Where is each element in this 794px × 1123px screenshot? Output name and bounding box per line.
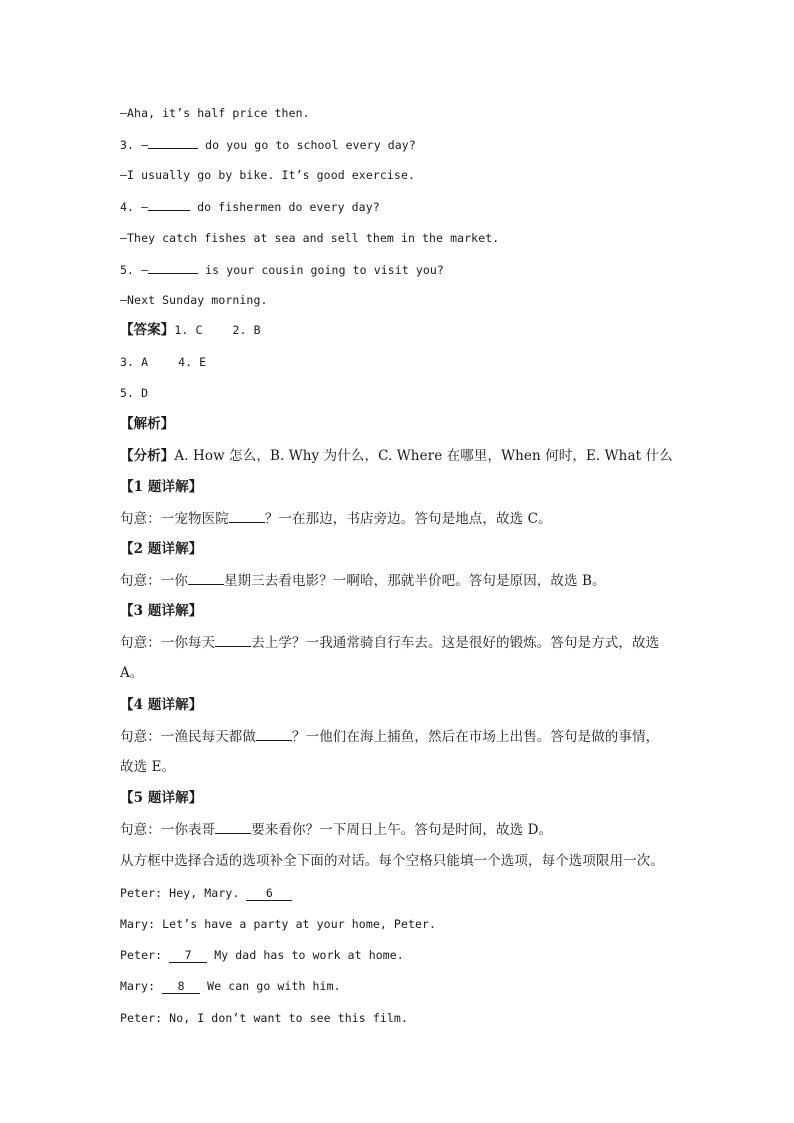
dialogue-line-7: Peter: 7 My dad has to work at home. (120, 948, 404, 962)
dialogue-line: Mary: Let’s have a party at your home, Peter. (120, 917, 437, 931)
q4-explanation: 句意：一渔民每天都做 ？一他们在海上捕鱼，然后在市场上出售。答句是做的事情， (120, 726, 659, 747)
answer-blank (188, 570, 224, 585)
q5-explanation: 句意：一你表哥 要来看你？一下周日上午。答句是时间，故选 D。 (120, 819, 552, 840)
question-3: 3. — do you go to school every day? (120, 134, 416, 155)
dialogue-line: —They catch fishes at sea and sell them in the market. (120, 231, 500, 245)
analysis-heading: 【解析】 (120, 416, 175, 432)
answer-blank (148, 196, 190, 211)
q5-heading: 【5 题详解】 (120, 790, 203, 806)
dialogue-line: —Aha, it’s half price then. (120, 106, 310, 120)
answer-blank (256, 726, 292, 741)
answer-blank (229, 508, 265, 523)
q3-heading: 【3 题详解】 (120, 603, 203, 619)
q1-explanation: 句意：一宠物医院 ？一在那边，书店旁边。答句是地点，故选 C。 (120, 508, 552, 529)
dialogue-line: Peter: No, I don’t want to see this film. (120, 1011, 408, 1025)
numbered-blank: 8 (162, 979, 200, 994)
answer-blank (215, 819, 251, 834)
numbered-blank: 6 (246, 886, 292, 901)
question-5: 5. — is your cousin going to visit you? (120, 259, 444, 280)
analysis-summary: 【分析】A. How 怎么，B. Why 为什么，C. Where 在哪里，When 何时，E. What 什么 (120, 448, 673, 464)
answer-blank (215, 632, 251, 647)
q3-explanation-cont: A。 (120, 665, 144, 681)
dialogue-line: —Next Sunday morning. (120, 293, 268, 307)
q2-heading: 【2 题详解】 (120, 541, 203, 557)
section-instruction: 从方框中选择合适的选项补全下面的对话。每个空格只能填一个选项，每个选项限用一次。 (120, 853, 664, 869)
answer-blank (148, 259, 198, 274)
q3-explanation: 句意：一你每天 去上学？一我通常骑自行车去。这是很好的锻炼。答句是方式，故选 (120, 632, 659, 653)
answer-blank (148, 134, 198, 149)
answer-line: 5. D (120, 386, 149, 400)
numbered-blank: 7 (169, 948, 207, 963)
dialogue-line-8: Mary: 8 We can go with him. (120, 979, 341, 993)
q4-heading: 【4 题详解】 (120, 697, 203, 713)
q2-explanation: 句意：一你 星期三去看电影？一啊哈，那就半价吧。答句是原因，故选 B。 (120, 570, 606, 591)
dialogue-line-6: Peter: Hey, Mary. 6 (120, 883, 292, 903)
question-4: 4. — do fishermen do every day? (120, 196, 380, 217)
answer-line: 3. A 4. E (120, 355, 207, 369)
dialogue-line: —I usually go by bike. It’s good exercise. (120, 168, 415, 182)
q4-explanation-cont: 故选 E。 (120, 759, 176, 775)
q1-heading: 【1 题详解】 (120, 479, 203, 495)
answer-section: 【答案】1. C 2. B (120, 322, 261, 338)
